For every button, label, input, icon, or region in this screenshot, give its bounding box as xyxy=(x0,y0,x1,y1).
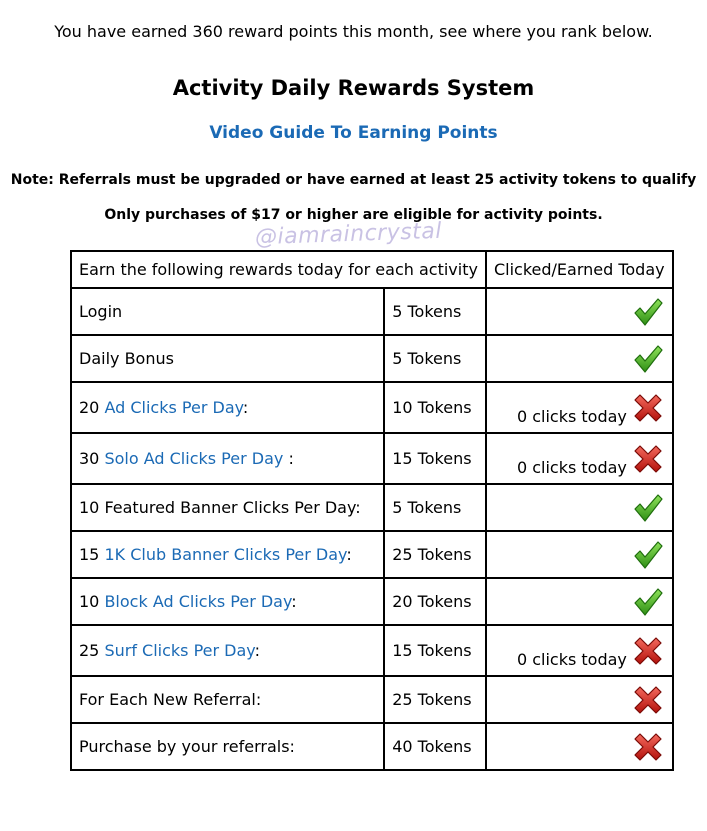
activity-link[interactable]: Surf Clicks Per Day xyxy=(104,641,255,660)
table-header-row xyxy=(71,251,673,288)
table-row xyxy=(71,484,673,531)
activity-count: 20 xyxy=(79,398,105,417)
header-activity: Earn the following rewards today for each activity xyxy=(71,251,486,288)
video-guide-link[interactable]: Video Guide To Earning Points xyxy=(209,123,498,143)
activity-text: Login xyxy=(79,302,123,321)
activity-link[interactable]: Block Ad Clicks Per Day xyxy=(104,592,292,611)
check-icon xyxy=(632,539,664,571)
cross-icon xyxy=(632,392,664,424)
activity-cell xyxy=(71,335,384,382)
activity-cell xyxy=(71,676,384,723)
check-icon xyxy=(632,296,664,328)
status-cell xyxy=(486,484,673,531)
status-cell xyxy=(486,382,673,433)
activity-count: 30 xyxy=(79,449,105,468)
table-row xyxy=(71,288,673,335)
activity-count: 25 xyxy=(79,641,105,660)
tokens-cell: 5 Tokens xyxy=(384,335,486,382)
activity-text: : xyxy=(254,641,260,660)
status-cell xyxy=(486,335,673,382)
activity-count: 10 xyxy=(79,592,105,611)
activity-cell xyxy=(71,433,384,484)
table-row xyxy=(71,578,673,625)
purchase-note: Only purchases of $17 or higher are eligible for activity points. xyxy=(104,207,603,223)
activity-link[interactable]: 1K Club Banner Clicks Per Day xyxy=(104,545,347,564)
activity-text: : xyxy=(346,545,352,564)
status-cell xyxy=(486,723,673,770)
status-cell xyxy=(486,676,673,723)
check-icon xyxy=(632,586,664,618)
activity-cell xyxy=(71,288,384,335)
tokens-cell: 25 Tokens xyxy=(384,676,486,723)
table-row xyxy=(71,433,673,484)
activity-text: For Each New Referral: xyxy=(79,690,262,709)
cross-icon xyxy=(632,684,664,716)
activity-text: 10 Featured Banner Clicks Per Day: xyxy=(79,498,361,517)
clicks-today: 0 clicks today xyxy=(516,407,627,426)
status-cell xyxy=(486,531,673,578)
activity-cell xyxy=(71,382,384,433)
table-row xyxy=(71,531,673,578)
activity-text: : xyxy=(291,592,297,611)
page-title: Activity Daily Rewards System xyxy=(172,76,535,100)
cross-icon xyxy=(632,731,664,763)
status-cell xyxy=(486,578,673,625)
tokens-cell: 15 Tokens xyxy=(384,433,486,484)
activity-cell xyxy=(71,578,384,625)
rewards-table xyxy=(70,250,674,771)
cross-icon xyxy=(632,635,664,667)
table-row xyxy=(71,676,673,723)
check-icon xyxy=(632,492,664,524)
table-row xyxy=(71,625,673,676)
clicks-today: 0 clicks today xyxy=(516,458,627,477)
rewards-table-body xyxy=(71,288,673,770)
check-icon xyxy=(632,343,664,375)
activity-link[interactable]: Solo Ad Clicks Per Day xyxy=(104,449,284,468)
activity-count: 15 xyxy=(79,545,105,564)
clicks-today: 0 clicks today xyxy=(516,650,627,669)
status-cell xyxy=(486,625,673,676)
activity-cell xyxy=(71,531,384,578)
activity-text: Daily Bonus xyxy=(79,349,174,368)
tokens-cell: 20 Tokens xyxy=(384,578,486,625)
activity-cell xyxy=(71,625,384,676)
tokens-cell: 5 Tokens xyxy=(384,288,486,335)
tokens-cell: 5 Tokens xyxy=(384,484,486,531)
activity-cell xyxy=(71,723,384,770)
activity-link[interactable]: Ad Clicks Per Day xyxy=(104,398,243,417)
table-row xyxy=(71,382,673,433)
tokens-cell: 25 Tokens xyxy=(384,531,486,578)
tokens-cell: 40 Tokens xyxy=(384,723,486,770)
header-status: Clicked/Earned Today xyxy=(486,251,673,288)
tokens-cell: 10 Tokens xyxy=(384,382,486,433)
points-summary: You have earned 360 reward points this month, see where you rank below. xyxy=(54,22,653,41)
activity-text: : xyxy=(283,449,294,468)
activity-text: Purchase by your referrals: xyxy=(79,737,295,756)
tokens-cell: 15 Tokens xyxy=(384,625,486,676)
watermark: @iamraincrystal xyxy=(254,218,443,251)
activity-text: : xyxy=(242,398,249,417)
table-row xyxy=(71,723,673,770)
status-cell xyxy=(486,433,673,484)
activity-cell xyxy=(71,484,384,531)
referral-note: Note: Referrals must be upgraded or have earned at least 25 activity tokens to qualify xyxy=(10,172,697,188)
cross-icon xyxy=(632,443,664,475)
table-row xyxy=(71,335,673,382)
status-cell xyxy=(486,288,673,335)
